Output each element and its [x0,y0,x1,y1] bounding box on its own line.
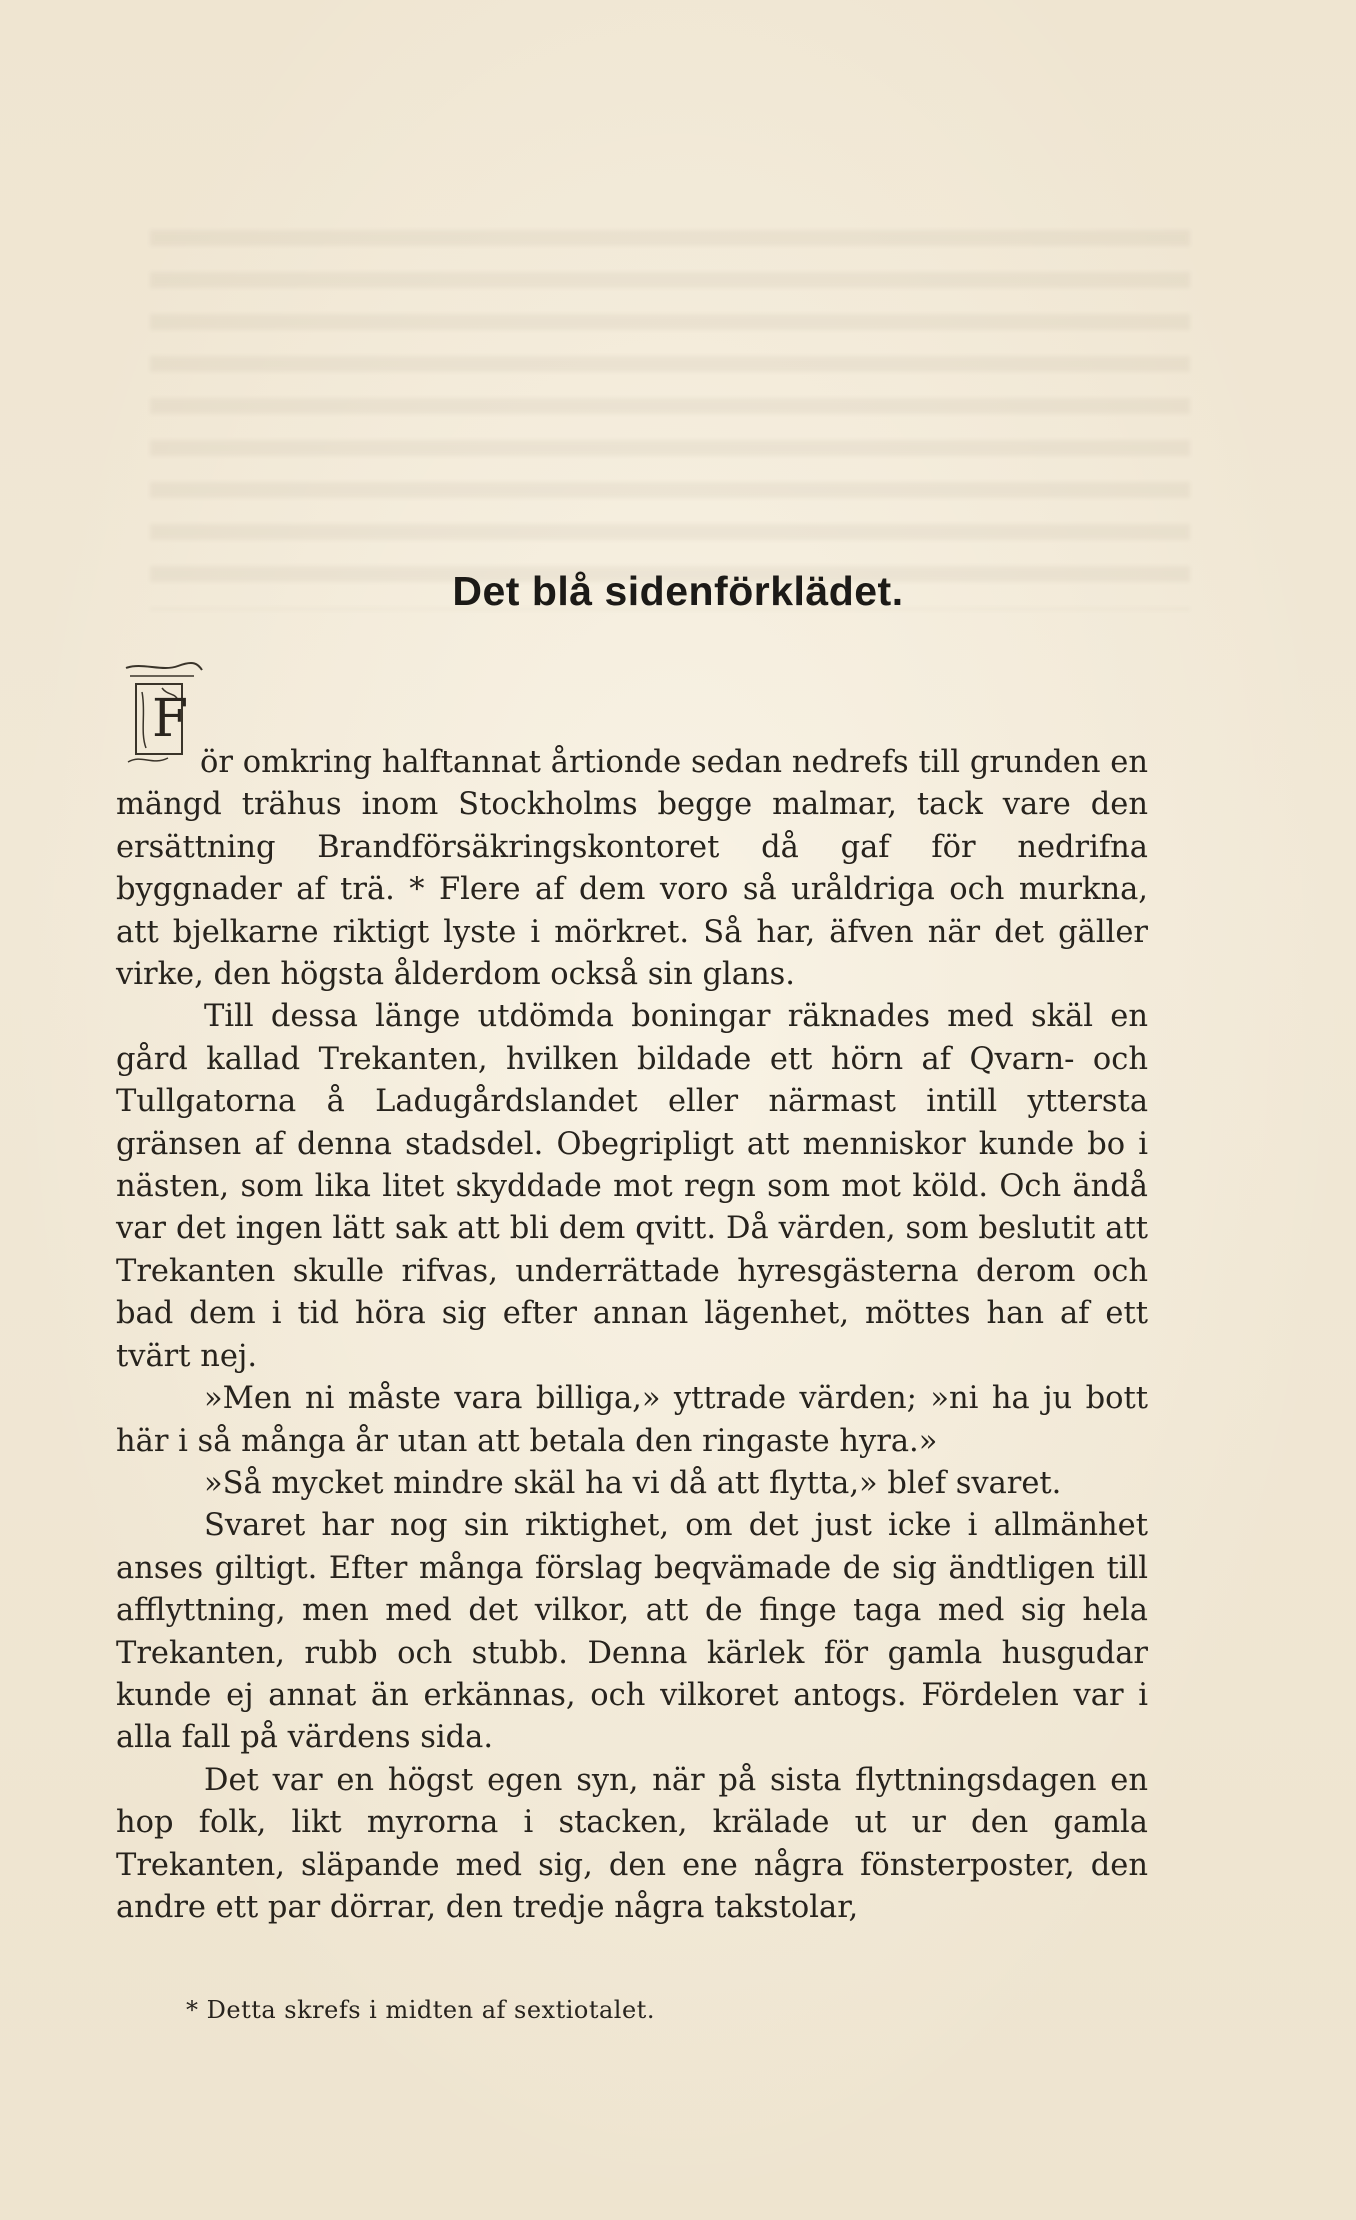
show-through-texture [150,230,1190,610]
paragraph: Svaret har nog sin riktighet, om det just icke i allmänhet anses giltigt. Efter många förslag beqvämade de sig ändtligen till afflyttning, men med det vilkor, att de finge taga med sig hela Trekanten, rubb och stubb. Denna kärlek för gamla husgudar kunde ej annat än erkännas, och vilkoret antogs. Fördelen var i alla fall på värdens sida. [116,1508,1148,1756]
paragraph: Till dessa länge utdömda boningar räknades med skäl en gård kallad Trekanten, hvilken bildade ett hörn af Qvarn- och Tullgatorna å Ladugårdslandet eller närmast intill yttersta gränsen af denna stadsdel. Obegripligt att menniskor kunde bo i nästen, som lika litet skyddade mot regn som mot köld. Och ändå var det ingen lätt sak att bli dem qvitt. Då värden, som beslutit att Trekanten skulle rifvas, underrättade hyresgästerna derom och bad dem i tid höra sig efter annan lägenhet, möttes han af ett tvärt nej. [116,999,1148,1374]
paragraph: »Så mycket mindre skäl ha vi då att flytta,» blef svaret. [204,1465,1062,1501]
drop-cap-letter: F [152,689,189,749]
paragraph: Det var en högst egen syn, när på sista flyttningsdagen en hop folk, likt myrorna i stacken, krälade ut ur den gamla Trekanten, släpande med sig, den ene några fönsterposter, den andre ett par dörrar, den tredje några takstolar, [116,1762,1148,1925]
footnote: * Detta skrefs i midten af sextiotalet. [186,1996,655,2024]
chapter-title: Det blå sidenförklädet. [452,568,904,614]
main-text [116,742,1148,1929]
paragraph: »Men ni måste vara billiga,» yttrade värden; »ni ha ju bott här i så många år utan att betala den ringaste hyra.» [116,1381,1148,1459]
paragraph: ör omkring halftannat årtionde sedan nedrefs till grunden en mängd trähus inom Stockholms begge malmar, tack vare den ersättning Brandförsäkringskontoret då gaf för nedrifna byggnader af trä. * Flere af dem voro så uråldriga och murkna, att bjelkarne riktigt lyste i mörkret. Så har, äfven när det gäller virke, den högsta ålderdom också sin glans. [116,745,1148,993]
